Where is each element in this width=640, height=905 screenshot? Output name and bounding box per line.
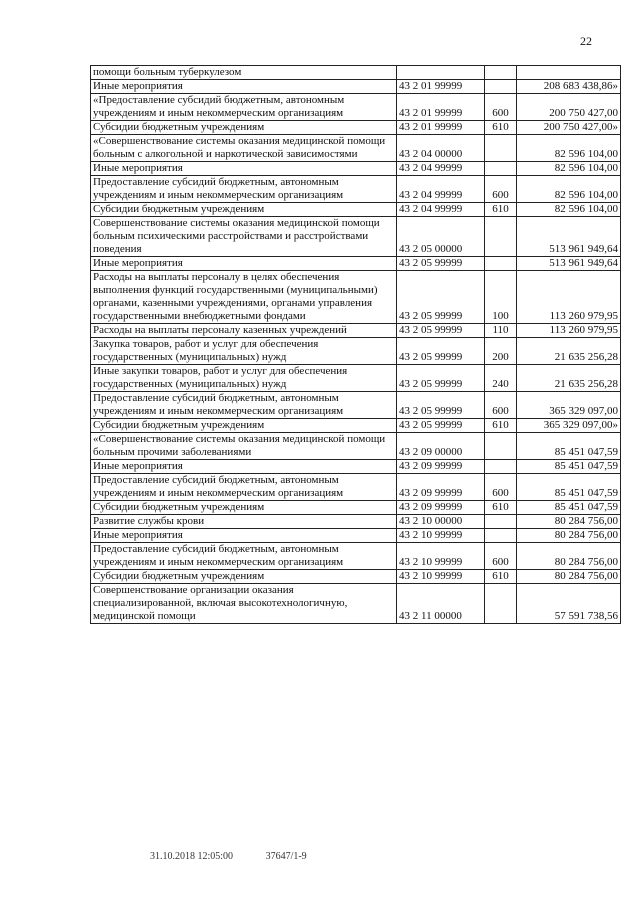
row-amount-cell: 80 284 756,00 (517, 529, 621, 543)
table-row (91, 433, 621, 460)
row-name-cell: Предоставление субсидий бюджетным, автономным учреждениям и иным некоммерческим организациям (91, 176, 397, 203)
row-name-cell: Предоставление субсидий бюджетным, автономным учреждениям и иным некоммерческим организациям (91, 392, 397, 419)
row-amount-cell: 21 635 256,28 (517, 338, 621, 365)
row-expense-type-cell: 100 (485, 271, 517, 324)
row-expense-type-cell (485, 162, 517, 176)
row-expense-type-cell (485, 460, 517, 474)
row-expense-type-cell: 600 (485, 94, 517, 121)
table-row (91, 135, 621, 162)
footer-doc-id: 37647/1-9 (265, 851, 307, 862)
row-code-cell: 43 2 04 00000 (397, 135, 485, 162)
row-expense-type-cell: 600 (485, 474, 517, 501)
row-amount-cell: 80 284 756,00 (517, 543, 621, 570)
row-amount-cell: 85 451 047,59 (517, 474, 621, 501)
table-row (91, 80, 621, 94)
row-expense-type-cell (485, 66, 517, 80)
row-name-cell: Иные мероприятия (91, 529, 397, 543)
row-amount-cell: 85 451 047,59 (517, 501, 621, 515)
row-name-cell: Субсидии бюджетным учреждениям (91, 570, 397, 584)
row-code-cell: 43 2 01 99999 (397, 94, 485, 121)
row-expense-type-cell: 610 (485, 203, 517, 217)
row-code-cell: 43 2 05 99999 (397, 392, 485, 419)
table-row (91, 529, 621, 543)
row-amount-cell: 85 451 047,59 (517, 433, 621, 460)
row-code-cell: 43 2 09 99999 (397, 460, 485, 474)
row-expense-type-cell (485, 257, 517, 271)
row-name-cell: Совершенствование организации оказания специализированной, включая высокотехнологичную, медицинской помощи (91, 584, 397, 624)
row-expense-type-cell: 610 (485, 570, 517, 584)
budget-table-body (91, 66, 621, 624)
row-amount-cell: 513 961 949,64 (517, 217, 621, 257)
row-code-cell: 43 2 10 99999 (397, 570, 485, 584)
footer-datetime: 31.10.2018 12:05:00 (150, 851, 234, 862)
row-amount-cell: 208 683 438,86» (517, 80, 621, 94)
table-row (91, 338, 621, 365)
row-expense-type-cell: 110 (485, 324, 517, 338)
row-amount-cell: 82 596 104,00 (517, 162, 621, 176)
table-row (91, 365, 621, 392)
row-expense-type-cell: 600 (485, 543, 517, 570)
table-row (91, 543, 621, 570)
row-code-cell: 43 2 05 00000 (397, 217, 485, 257)
row-name-cell: Субсидии бюджетным учреждениям (91, 121, 397, 135)
row-expense-type-cell: 610 (485, 501, 517, 515)
row-name-cell: помощи больным туберкулезом (91, 66, 397, 80)
row-code-cell: 43 2 05 99999 (397, 365, 485, 392)
row-name-cell: Предоставление субсидий бюджетным, автономным учреждениям и иным некоммерческим организациям (91, 543, 397, 570)
row-name-cell: Иные мероприятия (91, 460, 397, 474)
row-expense-type-cell (485, 584, 517, 624)
row-amount-cell: 200 750 427,00» (517, 121, 621, 135)
row-name-cell: Иные мероприятия (91, 80, 397, 94)
table-row (91, 392, 621, 419)
row-name-cell: «Совершенствование системы оказания медицинской помощи больным прочими заболеваниями (91, 433, 397, 460)
row-code-cell: 43 2 04 99999 (397, 203, 485, 217)
row-expense-type-cell: 200 (485, 338, 517, 365)
row-expense-type-cell (485, 433, 517, 460)
row-code-cell: 43 2 05 99999 (397, 419, 485, 433)
table-row (91, 66, 621, 80)
row-name-cell: Развитие службы крови (91, 515, 397, 529)
table-row (91, 257, 621, 271)
row-amount-cell: 80 284 756,00 (517, 515, 621, 529)
row-amount-cell: 82 596 104,00 (517, 203, 621, 217)
row-code-cell: 43 2 10 99999 (397, 543, 485, 570)
page-number: 22 (580, 34, 592, 48)
row-code-cell: 43 2 01 99999 (397, 121, 485, 135)
table-row (91, 94, 621, 121)
row-amount-cell: 113 260 979,95 (517, 271, 621, 324)
table-row (91, 515, 621, 529)
row-name-cell: Расходы на выплаты персоналу казенных учреждений (91, 324, 397, 338)
row-expense-type-cell (485, 217, 517, 257)
row-name-cell: Совершенствование системы оказания медицинской помощи больным психическими расстройствами и расстройствами поведения (91, 217, 397, 257)
row-name-cell: Субсидии бюджетным учреждениям (91, 419, 397, 433)
row-code-cell (397, 66, 485, 80)
row-expense-type-cell (485, 135, 517, 162)
row-amount-cell: 80 284 756,00 (517, 570, 621, 584)
footer (150, 851, 337, 862)
row-code-cell: 43 2 09 99999 (397, 501, 485, 515)
row-name-cell: Предоставление субсидий бюджетным, автономным учреждениям и иным некоммерческим организациям (91, 474, 397, 501)
table-row (91, 121, 621, 135)
row-code-cell: 43 2 10 99999 (397, 529, 485, 543)
table-row (91, 324, 621, 338)
row-amount-cell: 365 329 097,00 (517, 392, 621, 419)
row-expense-type-cell: 240 (485, 365, 517, 392)
row-amount-cell: 85 451 047,59 (517, 460, 621, 474)
table-row (91, 474, 621, 501)
table-row (91, 217, 621, 257)
table-row (91, 501, 621, 515)
row-code-cell: 43 2 05 99999 (397, 271, 485, 324)
row-code-cell: 43 2 04 99999 (397, 162, 485, 176)
row-expense-type-cell: 610 (485, 419, 517, 433)
row-code-cell: 43 2 09 00000 (397, 433, 485, 460)
row-amount-cell: 82 596 104,00 (517, 135, 621, 162)
row-name-cell: Иные закупки товаров, работ и услуг для обеспечения государственных (муниципальных) нужд (91, 365, 397, 392)
row-expense-type-cell: 600 (485, 392, 517, 419)
row-name-cell: «Совершенствование системы оказания медицинской помощи больным с алкогольной и наркотической зависимостями (91, 135, 397, 162)
row-code-cell: 43 2 01 99999 (397, 80, 485, 94)
row-code-cell: 43 2 05 99999 (397, 338, 485, 365)
table-row (91, 162, 621, 176)
row-name-cell: Расходы на выплаты персоналу в целях обеспечения выполнения функций государственными (муниципальными) органами, казенными учреждениями, органами управления государственными внебюджетными фондами (91, 271, 397, 324)
row-amount-cell: 200 750 427,00 (517, 94, 621, 121)
row-expense-type-cell (485, 80, 517, 94)
table-row (91, 419, 621, 433)
row-code-cell: 43 2 09 99999 (397, 474, 485, 501)
row-amount-cell: 113 260 979,95 (517, 324, 621, 338)
budget-table (90, 65, 621, 624)
row-amount-cell: 82 596 104,00 (517, 176, 621, 203)
row-name-cell: Закупка товаров, работ и услуг для обеспечения государственных (муниципальных) нужд (91, 338, 397, 365)
table-row (91, 203, 621, 217)
row-code-cell: 43 2 04 99999 (397, 176, 485, 203)
row-amount-cell: 365 329 097,00» (517, 419, 621, 433)
row-amount-cell: 513 961 949,64 (517, 257, 621, 271)
row-name-cell: Иные мероприятия (91, 257, 397, 271)
row-amount-cell: 57 591 738,56 (517, 584, 621, 624)
row-name-cell: Субсидии бюджетным учреждениям (91, 203, 397, 217)
row-code-cell: 43 2 05 99999 (397, 257, 485, 271)
table-row (91, 460, 621, 474)
table-row (91, 176, 621, 203)
row-expense-type-cell (485, 529, 517, 543)
row-name-cell: «Предоставление субсидий бюджетным, автономным учреждениям и иным некоммерческим организациям (91, 94, 397, 121)
table-row (91, 584, 621, 624)
row-expense-type-cell (485, 515, 517, 529)
row-amount-cell (517, 66, 621, 80)
row-expense-type-cell: 600 (485, 176, 517, 203)
table-row (91, 271, 621, 324)
row-name-cell: Субсидии бюджетным учреждениям (91, 501, 397, 515)
row-code-cell: 43 2 11 00000 (397, 584, 485, 624)
table-row (91, 570, 621, 584)
row-code-cell: 43 2 05 99999 (397, 324, 485, 338)
row-expense-type-cell: 610 (485, 121, 517, 135)
row-name-cell: Иные мероприятия (91, 162, 397, 176)
row-amount-cell: 21 635 256,28 (517, 365, 621, 392)
row-code-cell: 43 2 10 00000 (397, 515, 485, 529)
